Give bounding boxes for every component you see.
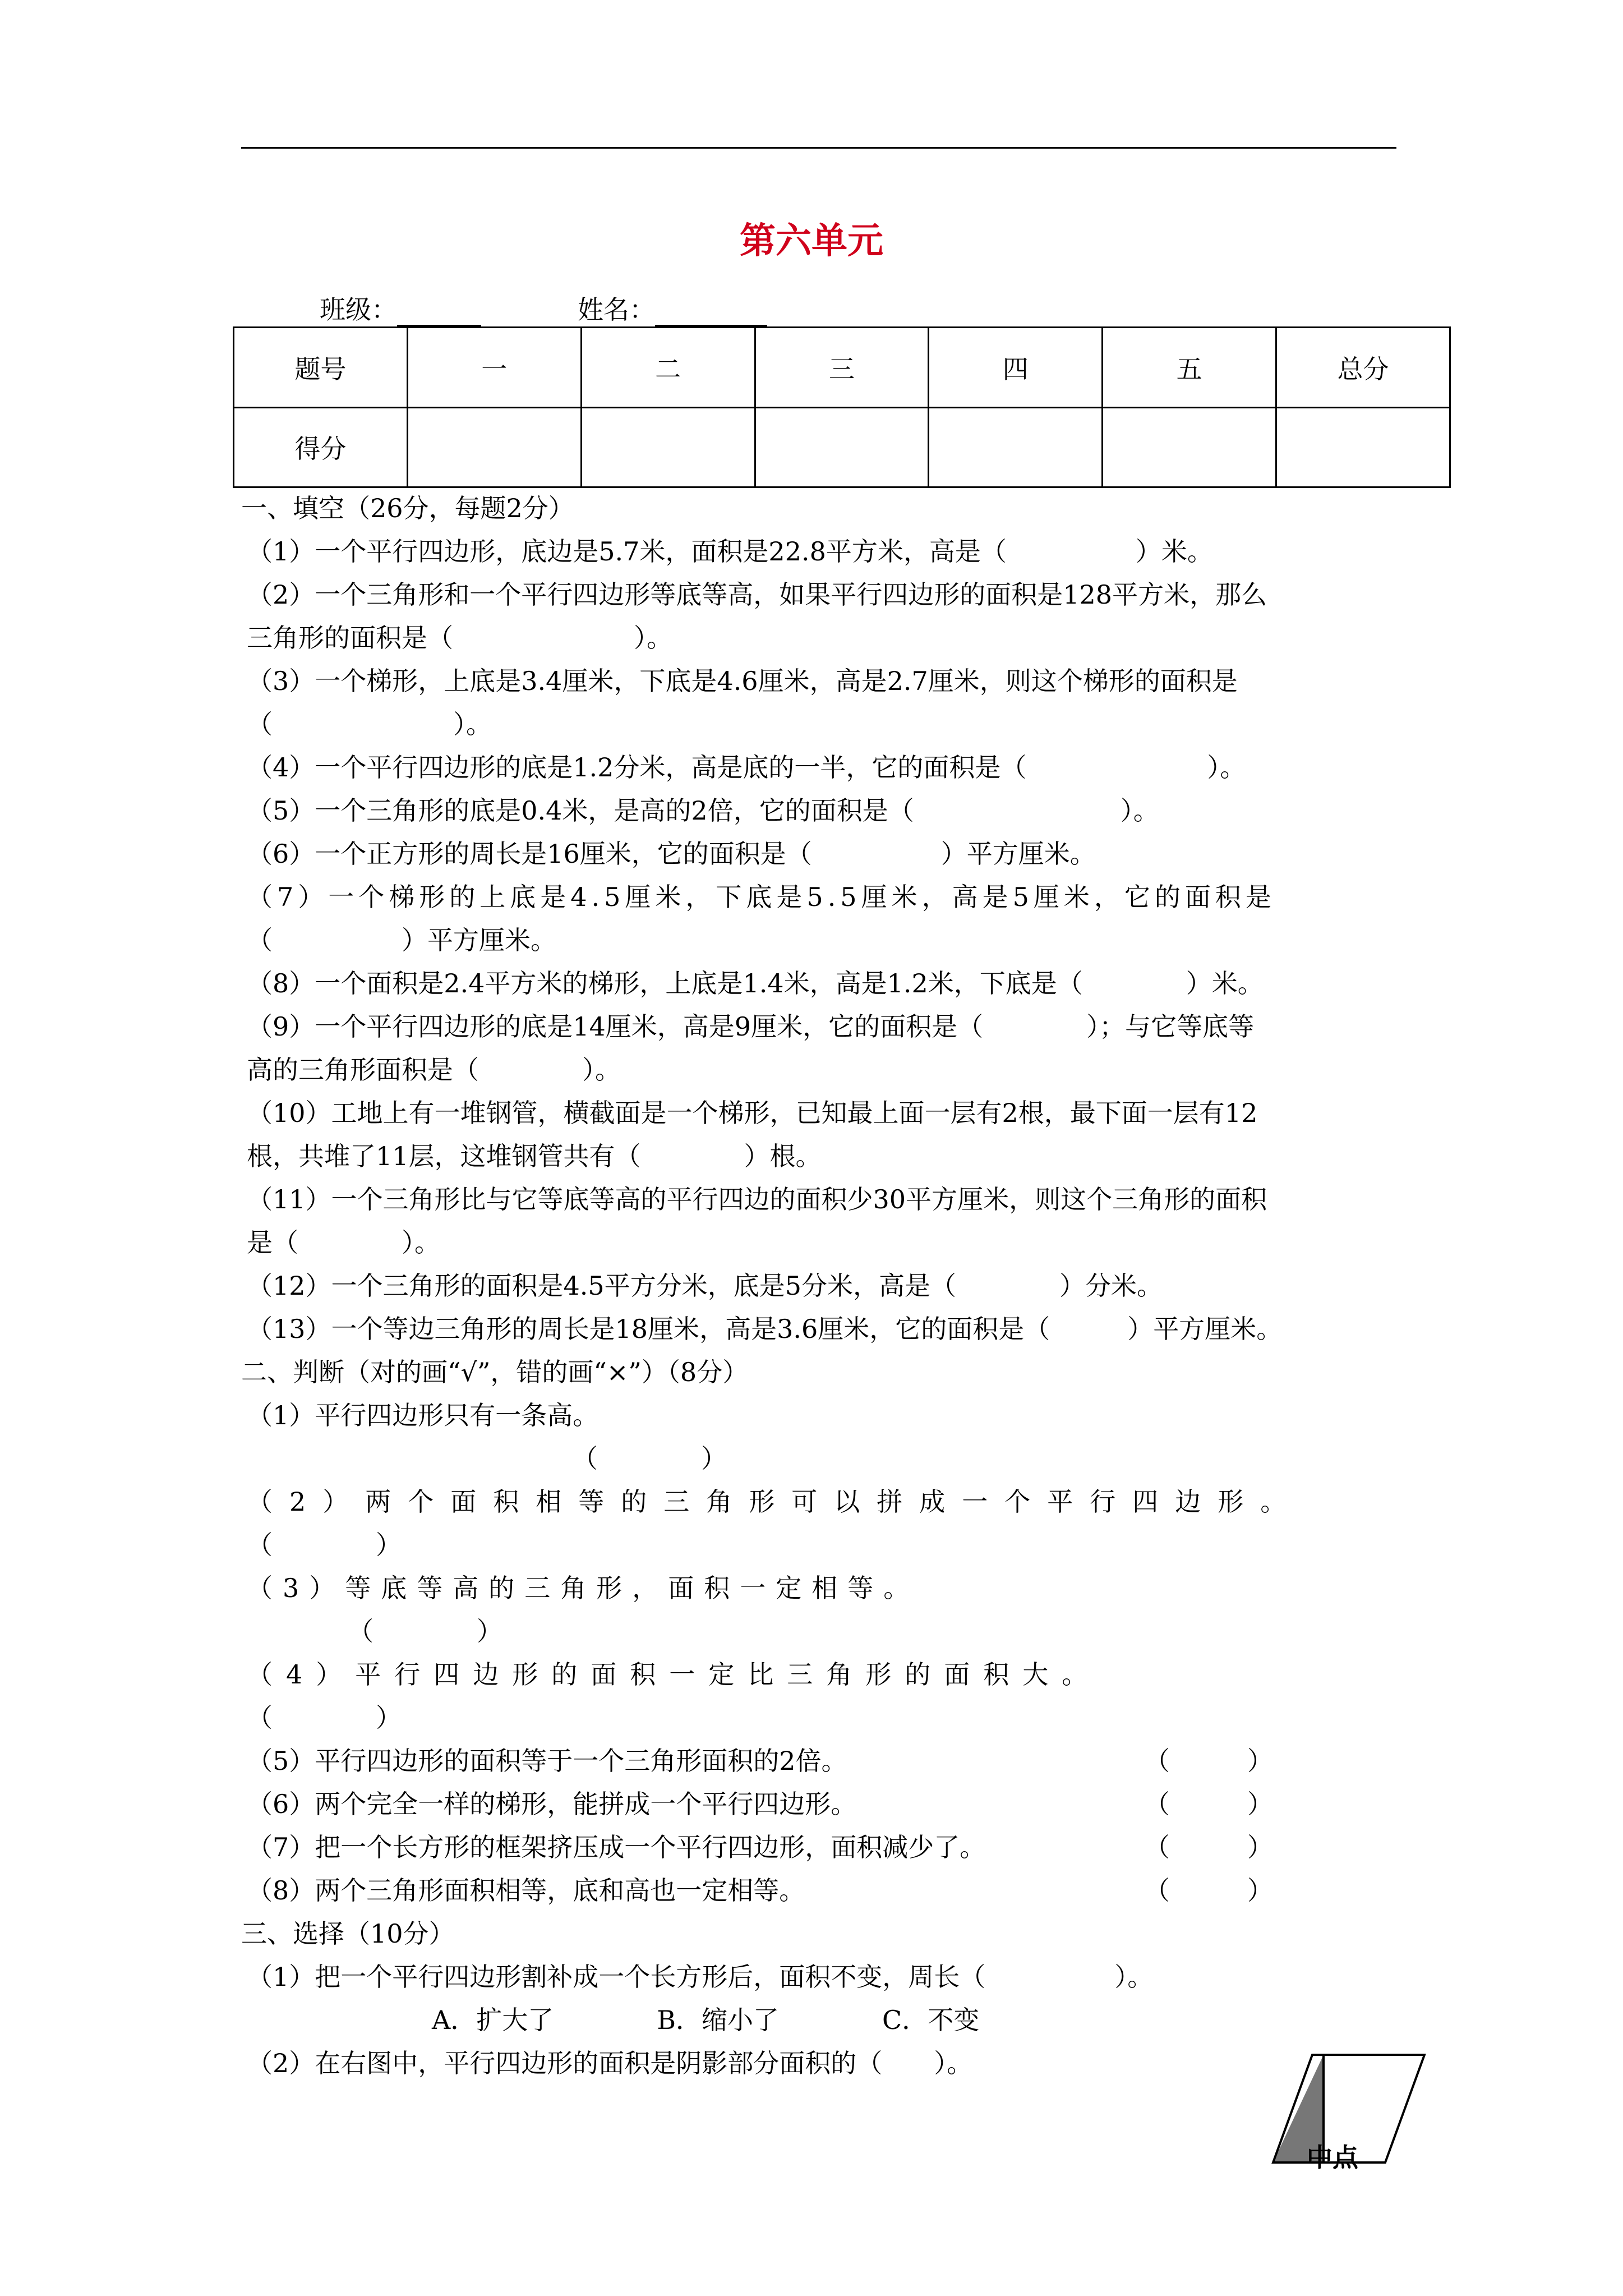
class-label-group [320,289,481,326]
score-header-cell: 五 [1103,328,1276,408]
class-label: 班级： [320,295,397,325]
judge-question: （4）平行四边形的面积一定比三角形的面积大。 [247,1659,1101,1690]
fill-line: （2）一个三角形和一个平行四边形等底等高，如果平行四边形的面积是128平方米，那么 [247,579,1267,610]
score-cell[interactable] [1276,407,1450,487]
judge-question: （6）两个完全一样的梯形，能拼成一个平行四边形。 [247,1789,857,1819]
choice-question: （2）在右图中，平行四边形的面积是阴影部分面积的（ ）。 [247,2048,973,2078]
score-header-cell: 四 [929,328,1103,408]
fill-line: （5）一个三角形的底是0.4米，是高的2倍，它的面积是（ ）。 [247,795,1159,826]
page-title: 第六单元 [740,220,883,262]
section2-heading: 二、判断（对的画“√”，错的画“×”）（8分） [241,1357,749,1387]
answer-paren[interactable]: （ ） [1144,1746,1273,1776]
answer-paren[interactable]: （ ） [1144,1875,1273,1906]
name-label-group [578,289,767,326]
fill-line: （4）一个平行四边形的底是1.2分米，高是底的一半，它的面积是（ ）。 [247,752,1246,783]
judge-question: （5）平行四边形的面积等于一个三角形面积的2倍。 [247,1746,847,1776]
score-cell[interactable] [755,407,929,487]
class-blank[interactable] [397,300,481,326]
fill-line: （6）一个正方形的周长是16厘米，它的面积是（ ）平方厘米。 [247,839,1096,869]
judge-question: （1）平行四边形只有一条高。 [247,1400,599,1430]
midpoint-label: 中点 [1307,2142,1358,2173]
answer-paren[interactable]: （ ） [572,1443,727,1474]
fill-line: （13）一个等边三角形的周长是18厘米，高是3.6厘米，它的面积是（ ）平方厘米。 [247,1314,1283,1344]
section1-heading: 一、填空（26分，每题2分） [241,493,574,523]
score-cell[interactable] [929,407,1103,487]
score-table [233,326,1451,488]
section3-heading: 三、选择（10分） [241,1918,455,1949]
fill-line: 根，共堆了11层，这堆钢管共有（ ）根。 [247,1141,822,1171]
fill-line: （11）一个三角形比与它等底等高的平行四边的面积少30平方厘米，则这个三角形的面积 [247,1184,1267,1214]
fill-line: （ ）。 [247,709,492,739]
fill-line: （ ）平方厘米。 [247,925,556,955]
fill-line: （12）一个三角形的面积是4.5平方分米，底是5分米，高是（ ）分米。 [247,1271,1163,1301]
score-table-score-row [234,407,1450,487]
fill-line: （3）一个梯形，上底是3.4厘米，下底是4.6厘米，高是2.7厘米，则这个梯形的面积是 [247,666,1238,696]
name-blank[interactable] [655,300,767,326]
answer-paren[interactable]: （ ） [1144,1832,1273,1862]
fill-line: （10）工地上有一堆钢管，横截面是一个梯形，已知最上面一层有2根，最下面一层有12 [247,1098,1258,1128]
choice-question: （1）把一个平行四边形割补成一个长方形后，面积不变，周长（ ）。 [247,1962,1154,1992]
top-rule [241,147,1396,149]
fill-line: （7）一个梯形的上底是4.5厘米，下底是5.5厘米，高是5厘米，它的面积是 [247,882,1276,912]
answer-paren[interactable]: （ ） [247,1703,402,1733]
fill-line: 三角形的面积是（ ）。 [247,623,672,653]
fill-line: 是（ ）。 [247,1227,440,1258]
score-table-header-row [234,328,1450,408]
score-header-cell: 三 [755,328,929,408]
fill-line: 高的三角形面积是（ ）。 [247,1055,621,1085]
answer-paren[interactable]: （ ） [247,1530,402,1560]
fill-line: （8）一个面积是2.4平方米的梯形，上底是1.4米，高是1.2米，下底是（ ）米。 [247,968,1264,999]
score-header-cell: 题号 [234,328,408,408]
score-header-cell: 二 [581,328,755,408]
judge-question: （7）把一个长方形的框架挤压成一个平行四边形，面积减少了。 [247,1832,986,1862]
choice-options: A．扩大了 B．缩小了 C．不变 [432,2005,980,2035]
score-cell[interactable] [1103,407,1276,487]
score-header-cell: 一 [407,328,581,408]
score-cell[interactable] [407,407,581,487]
judge-question: （2）两个面积相等的三角形可以拼成一个平行四边形。 [247,1487,1303,1517]
judge-question: （3）等底等高的三角形，面积一定相等。 [247,1573,920,1603]
judge-question: （8）两个三角形面积相等，底和高也一定相等。 [247,1875,805,1906]
score-row-label: 得分 [234,407,408,487]
fill-line: （9）一个平行四边形的底是14厘米，高是9厘米，它的面积是（ ）；与它等底等 [247,1011,1255,1042]
score-header-cell: 总分 [1276,328,1450,408]
score-cell[interactable] [581,407,755,487]
answer-paren[interactable]: （ ） [1144,1789,1273,1819]
answer-paren[interactable]: （ ） [348,1616,502,1646]
fill-line: （1）一个平行四边形，底边是5.7米，面积是22.8平方米，高是（ ）米。 [247,536,1213,567]
name-label: 姓名： [578,295,655,325]
